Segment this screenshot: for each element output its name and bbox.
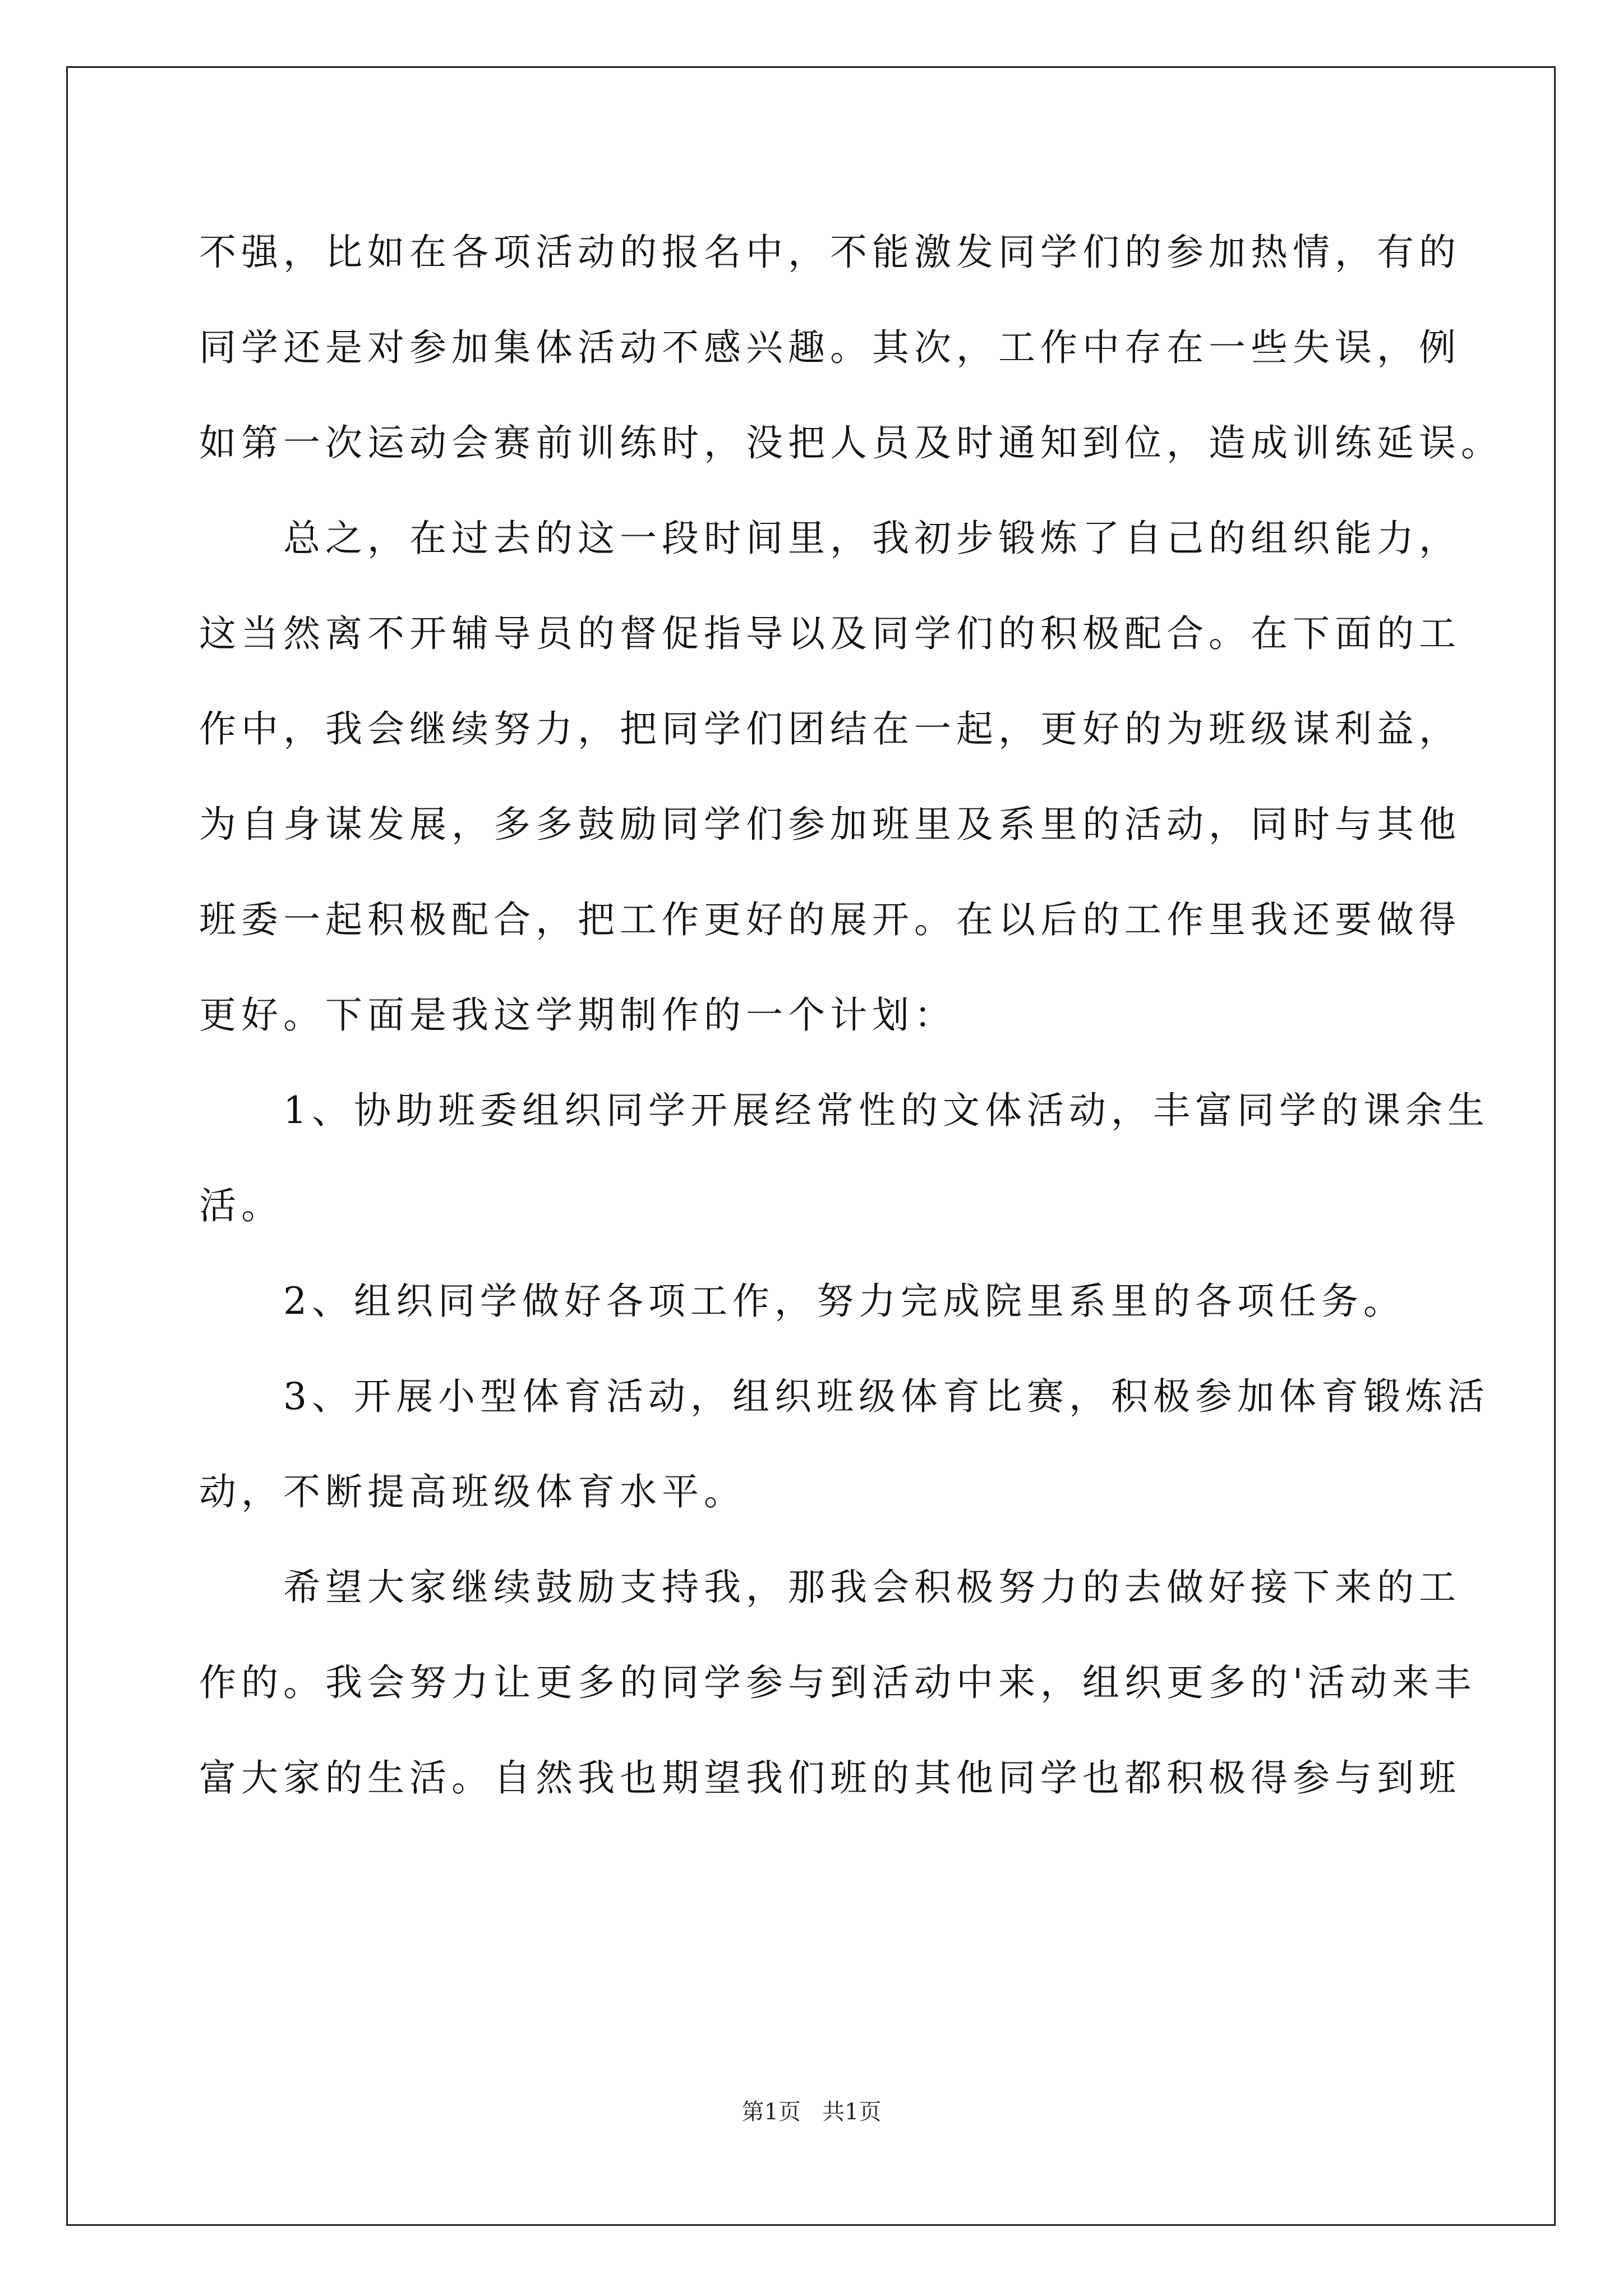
text-line: 富大家的生活。自然我也期望我们班的其他同学也都积极得参与到班	[199, 1756, 1461, 1800]
text-line: 班委一起积极配合，把工作更好的展开。在以后的工作里我还要做得	[199, 898, 1461, 941]
text-line: 作中，我会继续努力，把同学们团结在一起，更好的为班级谋利益，	[199, 707, 1461, 751]
text-line: 这当然离不开辅导员的督促指导以及同学们的积极配合。在下面的工	[199, 612, 1461, 655]
text-line: 1、协助班委组织同学开展经常性的文体活动，丰富同学的课余生	[199, 1089, 1490, 1132]
page-number-footer: 第1页 共1页	[741, 2099, 882, 2125]
text-line: 作的。我会努力让更多的同学参与到活动中来，组织更多的'活动来丰	[199, 1661, 1477, 1704]
text-line: 2、组织同学做好各项工作，努力完成院里系里的各项任务。	[199, 1280, 1405, 1323]
text-line: 如第一次运动会赛前训练时，没把人员及时通知到位，造成训练延误。	[199, 421, 1503, 464]
document-body	[199, 205, 1503, 1826]
text-line: 同学还是对参加集体活动不感兴趣。其次，工作中存在一些失误，例	[199, 326, 1461, 369]
text-line: 动，不断提高班级体育水平。	[199, 1470, 746, 1513]
text-line: 总之，在过去的这一段时间里，我初步锻炼了自己的组织能力，	[199, 517, 1461, 560]
text-line: 希望大家继续鼓励支持我，那我会积极努力的去做好接下来的工	[199, 1566, 1461, 1609]
text-line: 3、开展小型体育活动，组织班级体育比赛，积极参加体育锻炼活	[199, 1375, 1490, 1418]
text-line: 更好。下面是我这学期制作的一个计划：	[199, 993, 956, 1037]
text-line: 活。	[199, 1184, 283, 1227]
text-line: 不强，比如在各项活动的报名中，不能激发同学们的参加热情，有的	[199, 231, 1461, 274]
text-line: 为自身谋发展，多多鼓励同学们参加班里及系里的活动，同时与其他	[199, 803, 1461, 846]
